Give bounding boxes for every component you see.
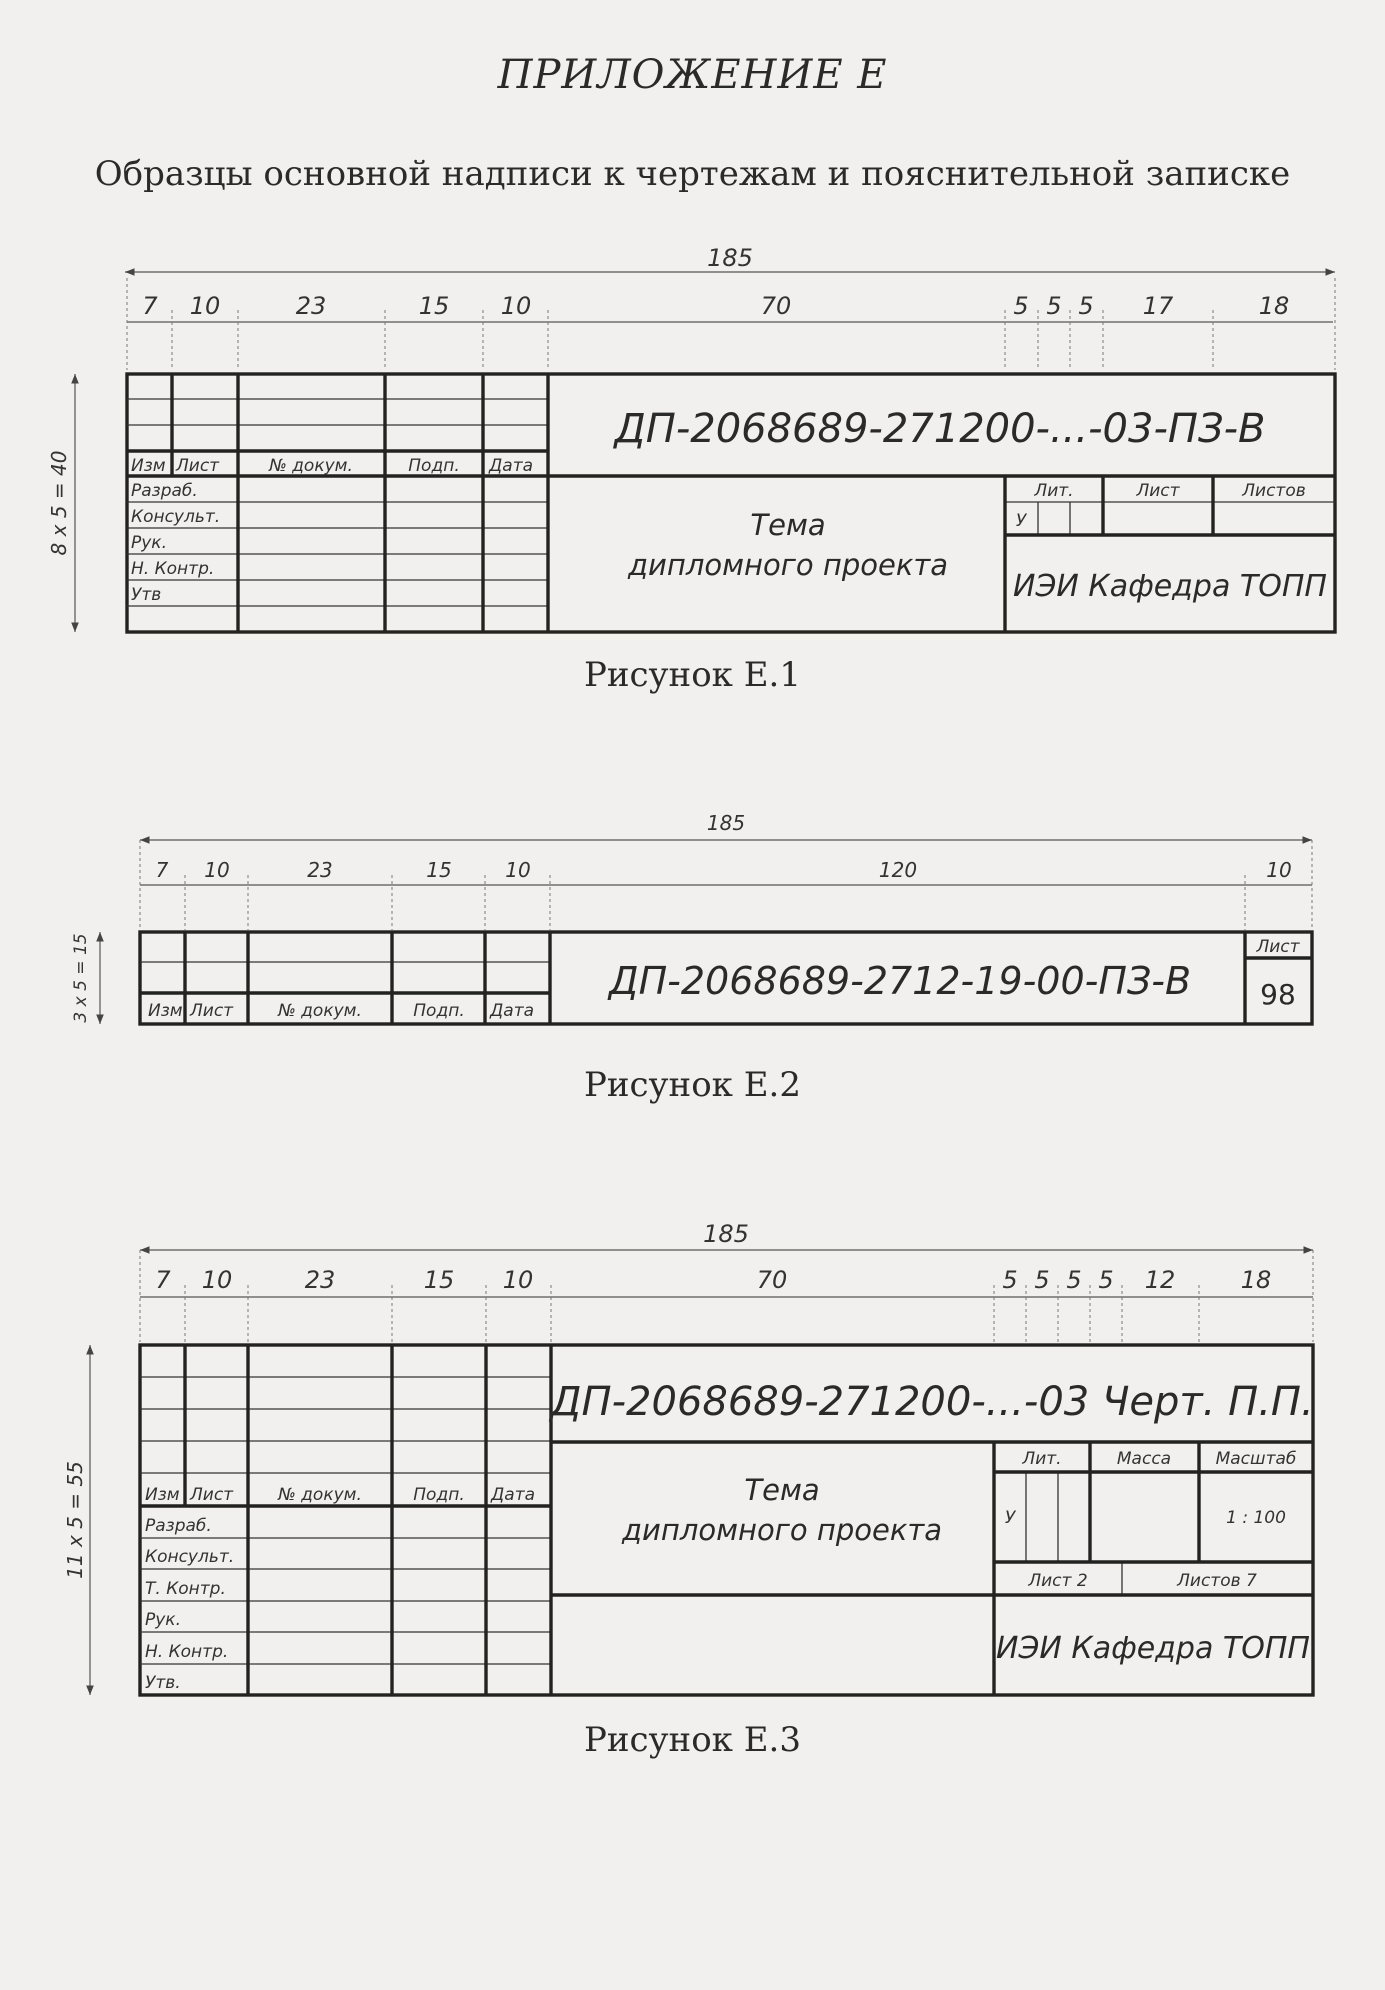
col-dim-5: 10	[505, 858, 531, 882]
row-ruk: Рук.	[131, 533, 167, 553]
row-ruk: Рук.	[145, 1610, 181, 1630]
lit-label: Лит.	[1034, 481, 1074, 501]
title-block-figure-1	[0, 244, 1385, 650]
col-dim-9: 5	[1078, 292, 1094, 320]
col-dim-7: 10	[1266, 858, 1292, 882]
sheet-number: 98	[1260, 978, 1296, 1011]
page-subheading: Образцы основной надписи к чертежам и пояснительной записке	[94, 154, 1291, 194]
doc-code: ДП-2068689-271200-...-03 Черт. П.П.	[550, 1379, 1314, 1425]
col-dim-8: 5	[1034, 1266, 1050, 1294]
row-utv: Утв	[131, 585, 162, 605]
col-dim-6: 70	[760, 292, 792, 320]
col-dim-11: 12	[1144, 1266, 1176, 1294]
col-dim-9: 5	[1066, 1266, 1082, 1294]
org-name: ИЭИ Кафедра ТОПП	[996, 1631, 1310, 1666]
sheets-label: Листов	[1242, 481, 1306, 501]
hdr-list: Лист	[190, 1001, 234, 1021]
col-dim-3: 23	[304, 1266, 336, 1294]
col-dim-10: 17	[1142, 292, 1174, 320]
sheet-label: Лист	[1136, 481, 1180, 501]
row-utv: Утв.	[145, 1673, 181, 1693]
hdr-date: Дата	[489, 456, 534, 476]
topic-line-1: Тема	[750, 508, 826, 542]
col-dim-7: 5	[1013, 292, 1029, 320]
sheet-label: Лист	[1256, 937, 1300, 957]
topic-line-2: дипломного проекта	[621, 1513, 943, 1547]
hdr-izm: Изм	[145, 1485, 180, 1505]
col-dim-8: 5	[1046, 292, 1062, 320]
height-dim: 8 x 5 = 40	[47, 450, 71, 556]
hdr-sign: Подп.	[413, 1001, 465, 1021]
lit-label: Лит.	[1022, 1449, 1062, 1469]
sheet-number-text: Лист 2	[1028, 1571, 1088, 1591]
title-block-figure-3	[0, 1210, 1385, 1710]
doc-code: ДП-2068689-271200-...-03-ПЗ-В	[614, 406, 1266, 452]
hdr-sign: Подп.	[408, 456, 460, 476]
row-n-kontr: Н. Контр.	[131, 559, 215, 579]
hdr-doc-no: № докум.	[269, 456, 353, 476]
row-konsult: Консульт.	[131, 507, 221, 527]
scale-label: Масштаб	[1215, 1449, 1297, 1469]
hdr-doc-no: № докум.	[278, 1485, 362, 1505]
height-dim: 3 x 5 = 15	[71, 933, 91, 1023]
col-dim-4: 15	[423, 1266, 455, 1294]
caption-figure-3: Рисунок Е.3	[583, 1720, 802, 1760]
row-razrab: Разраб.	[145, 1516, 212, 1536]
topic-line-2: дипломного проекта	[627, 548, 949, 582]
col-dim-6: 120	[878, 858, 918, 882]
col-dim-3: 23	[295, 292, 327, 320]
col-dim-5: 10	[500, 292, 532, 320]
col-dim-2: 10	[204, 858, 230, 882]
hdr-list: Лист	[190, 1485, 234, 1505]
col-dim-10: 5	[1098, 1266, 1114, 1294]
height-dim: 11 x 5 = 55	[63, 1461, 87, 1579]
col-dim-4: 15	[418, 292, 450, 320]
lit-value: У	[1004, 1508, 1016, 1528]
row-konsult: Консульт.	[145, 1547, 235, 1567]
scale-value: 1 : 100	[1226, 1508, 1286, 1528]
col-dim-1: 7	[155, 1266, 171, 1294]
col-dim-12: 18	[1240, 1266, 1272, 1294]
row-t-kontr: Т. Контр.	[145, 1579, 226, 1599]
org-name: ИЭИ Кафедра ТОПП	[1013, 569, 1327, 604]
lit-value: У	[1015, 511, 1027, 531]
hdr-date: Дата	[491, 1485, 536, 1505]
col-dim-2: 10	[189, 292, 221, 320]
col-dim-1: 7	[155, 858, 169, 882]
col-dim-7: 5	[1002, 1266, 1018, 1294]
topic-line-1: Тема	[744, 1473, 820, 1507]
hdr-doc-no: № докум.	[278, 1001, 362, 1021]
col-dim-2: 10	[201, 1266, 233, 1294]
caption-figure-2: Рисунок Е.2	[583, 1065, 802, 1105]
overall-width-dim: 185	[706, 811, 746, 835]
page-heading: ПРИЛОЖЕНИЕ Е	[497, 52, 888, 98]
hdr-date: Дата	[490, 1001, 535, 1021]
row-razrab: Разраб.	[131, 481, 198, 501]
title-block-figure-2	[0, 810, 1385, 1030]
sheets-count-text: Листов 7	[1177, 1571, 1257, 1591]
overall-width-dim: 185	[707, 244, 753, 272]
col-dim-4: 15	[426, 858, 452, 882]
col-dim-11: 18	[1258, 292, 1290, 320]
caption-figure-1: Рисунок Е.1	[583, 655, 802, 695]
row-n-kontr: Н. Контр.	[145, 1642, 229, 1662]
mass-label: Масса	[1116, 1449, 1172, 1469]
col-dim-3: 23	[307, 858, 333, 882]
hdr-izm: Изм	[131, 456, 166, 476]
col-dim-1: 7	[142, 292, 158, 320]
hdr-list: Лист	[176, 456, 220, 476]
overall-width-dim: 185	[703, 1220, 749, 1248]
doc-code: ДП-2068689-2712-19-00-ПЗ-В	[608, 959, 1192, 1003]
hdr-sign: Подп.	[413, 1485, 465, 1505]
col-dim-6: 70	[756, 1266, 788, 1294]
hdr-izm: Изм	[148, 1001, 183, 1021]
col-dim-5: 10	[502, 1266, 534, 1294]
